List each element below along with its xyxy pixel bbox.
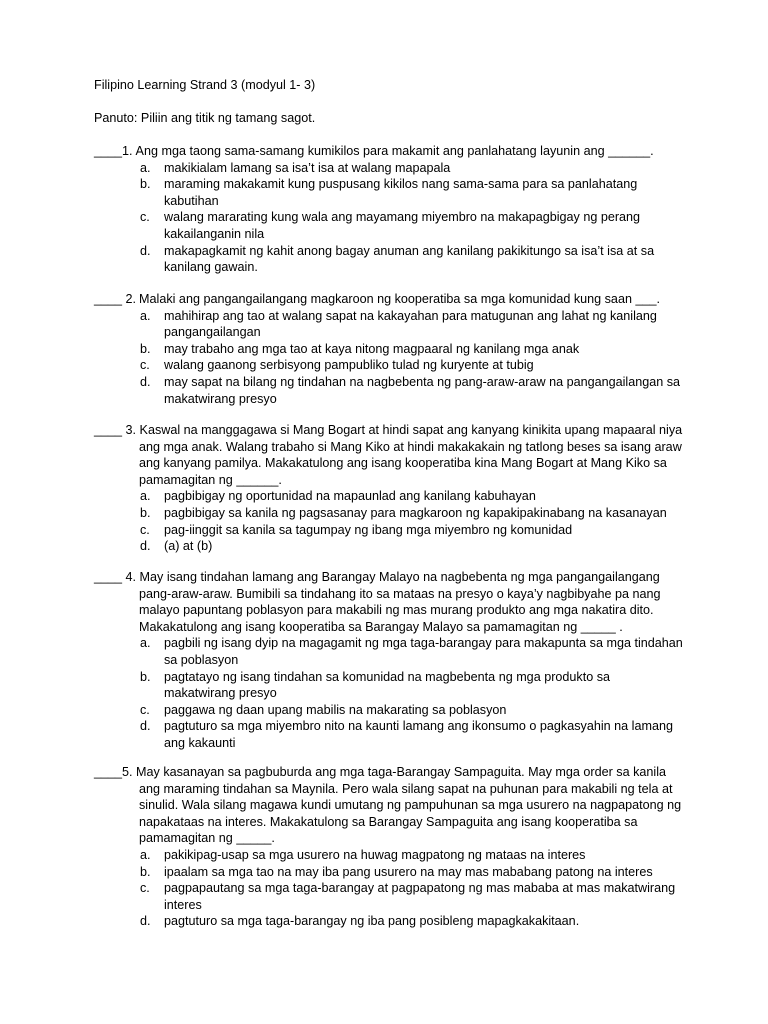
option-letter: b. [140,341,151,356]
option-text: walang mararating kung wala ang mayamang miyembro na makapagbigay ng perang kakailanganin nila [164,210,641,241]
option-letter: b. [140,505,151,520]
option-d [94,913,684,930]
option-text: pagtuturo sa mga taga-barangay ng iba pang posibleng mapagkakakitaan. [164,914,580,929]
option-letter: a. [140,636,151,651]
question-stem [94,291,684,308]
option-list [94,488,684,554]
option-text: may trabaho ang mga tao at kaya nitong magpaaral ng kanilang mga anak [164,341,580,356]
question-number: 5. [122,765,133,779]
option-b [94,505,684,522]
option-letter: b. [140,864,151,879]
option-text: may sapat na bilang ng tindahan na nagbebenta ng pang-araw-araw na pangangailangan sa makatwirang presyo [164,374,681,406]
option-letter: c. [140,522,150,537]
option-c [94,522,684,539]
question-text: May kasanayan sa pagbuburda ang mga taga-Barangay Sampaguita. May mga order sa kanila ang maraming tindahan sa Maynila. Pero wala silang sapat na puhunan para makabili ng tela at sinulid. Wala silang magawa kundi umutang ng pampuhunan sa mga usurero na nagpapatong ng napakataas na interes. Makakatulong sa Barangay Sampaguita ang isang kooperatiba sa pamamagitan ng _____. [136,765,682,846]
option-a [94,847,684,864]
option-text: walang gaanong serbisyong pampubliko tulad ng kuryente at tubig [164,358,534,373]
option-letter: b. [140,669,151,684]
option-a [94,308,684,341]
question-number: 1. [122,144,133,158]
document-title: Filipino Learning Strand 3 (modyul 1- 3) [94,78,316,92]
option-letter: a. [140,847,151,862]
option-text: (a) at (b) [164,539,213,554]
option-d [94,538,684,555]
instruction-text: Panuto: Piliin ang titik ng tamang sagot. [94,111,316,125]
option-text: makapagkamit ng kahit anong bagay anuman ang kanilang pakikitungo sa isa’t isa at sa kanilang gawain. [164,243,655,275]
option-letter: d. [140,539,151,554]
option-d [94,374,684,407]
question-number: 2. [122,292,137,306]
option-text: pagbili ng isang dyip na magagamit ng mga taga-barangay para makapunta sa mga tindahan sa poblasyon [164,636,683,667]
option-text: pag-iinggit sa kanila sa tagumpay ng ibang mga miyembro ng komunidad [164,522,573,537]
option-letter: d. [140,914,151,929]
option-letter: c. [140,881,150,896]
option-list [94,635,684,751]
question-4 [94,569,684,752]
option-c [94,880,684,913]
option-a [94,160,684,177]
question-stem [94,422,684,488]
option-letter: d. [140,243,151,258]
option-letter: a. [140,160,151,175]
question-text: Kaswal na manggagawa si Mang Bogart at hindi sapat ang kanyang kinikita upang mapaaral niya ang mga anak. Walang trabaho si Mang Kiko at hindi makakakain ng tatlong beses sa isang araw ang kanyang pamilya. Makakatulong ang isang kooperatiba kina Mang Bogart at Mang Kiko sa pamamagitan ng ______. [139,423,683,487]
option-d [94,243,684,276]
option-text: maraming makakamit kung puspusang kikilos nang sama-sama para sa panlahatang kabutihan [164,177,638,208]
option-text: ipaalam sa mga tao na may iba pang usurero na may mas mababang patong na interes [164,864,653,879]
option-letter: d. [140,719,151,734]
option-b [94,176,684,209]
option-letter: a. [140,308,151,323]
option-text: pagtatayo ng isang tindahan sa komunidad na magbebenta ng mga produkto sa makatwirang presyo [164,669,611,701]
option-text: mahihirap ang tao at walang sapat na kakayahan para matugunan ang lahat ng kanilang pangangailangan [164,308,657,340]
question-text: Malaki ang pangangailangang magkaroon ng kooperatiba sa mga komunidad kung saan ___. [139,292,660,306]
option-list [94,308,684,408]
question-number: 4. [122,570,137,584]
question-text: Ang mga taong sama-samang kumikilos para makamit ang panlahatang layunin ang ______. [135,144,654,158]
option-list [94,160,684,276]
question-number: 3. [122,423,137,437]
option-b [94,669,684,702]
option-d [94,718,684,751]
question-text: May isang tindahan lamang ang Barangay Malayo na nagbebenta ng mga pangangailangang pang-araw-araw. Bumibili sa tindahang ito sa mataas na presyo o kaya’y nagbibyahe pa nang malayo papuntang poblasyon para makabili ng mas murang produkto ang mga nakatira dito. Makakatulong ang isang kooperatiba sa Barangay Malayo sa pamamagitan ng _____ . [139,570,661,634]
question-stem [94,764,684,847]
option-letter: d. [140,374,151,389]
option-letter: a. [140,489,151,504]
option-c [94,209,684,242]
option-letter: c. [140,702,150,717]
answer-blank: ____ [94,765,123,779]
question-stem [94,569,684,635]
option-letter: b. [140,177,151,192]
option-b [94,864,684,881]
answer-blank: ____ [94,570,123,584]
question-1 [94,143,684,276]
option-text: makikialam lamang sa isa’t isa at walang mapapala [164,160,451,175]
option-letter: c. [140,358,150,373]
answer-blank: ____ [94,292,123,306]
option-b [94,341,684,358]
question-5 [94,764,684,930]
option-text: pagbibigay sa kanila ng pagsasanay para magkaroon ng kapakipakinabang na kasanayan [164,505,667,520]
option-a [94,635,684,668]
option-list [94,847,684,930]
question-stem [94,143,684,160]
option-text: pagpapautang sa mga taga-barangay at pagpapatong ng mas mababa at mas makatwirang interes [164,881,676,912]
question-2 [94,291,684,407]
option-text: pagbibigay ng oportunidad na mapaunlad ang kanilang kabuhayan [164,489,536,504]
option-letter: c. [140,210,150,225]
option-text: pakikipag-usap sa mga usurero na huwag magpatong ng mataas na interes [164,847,586,862]
option-c [94,702,684,719]
option-text: paggawa ng daan upang mabilis na makarating sa poblasyon [164,702,507,717]
answer-blank: ____ [94,423,123,437]
option-text: pagtuturo sa mga miyembro nito na kaunti lamang ang ikonsumo o pagkasyahin na lamang ang kakaunti [164,719,673,750]
option-c [94,357,684,374]
option-a [94,488,684,505]
question-3 [94,422,684,555]
answer-blank: ____ [94,144,123,158]
